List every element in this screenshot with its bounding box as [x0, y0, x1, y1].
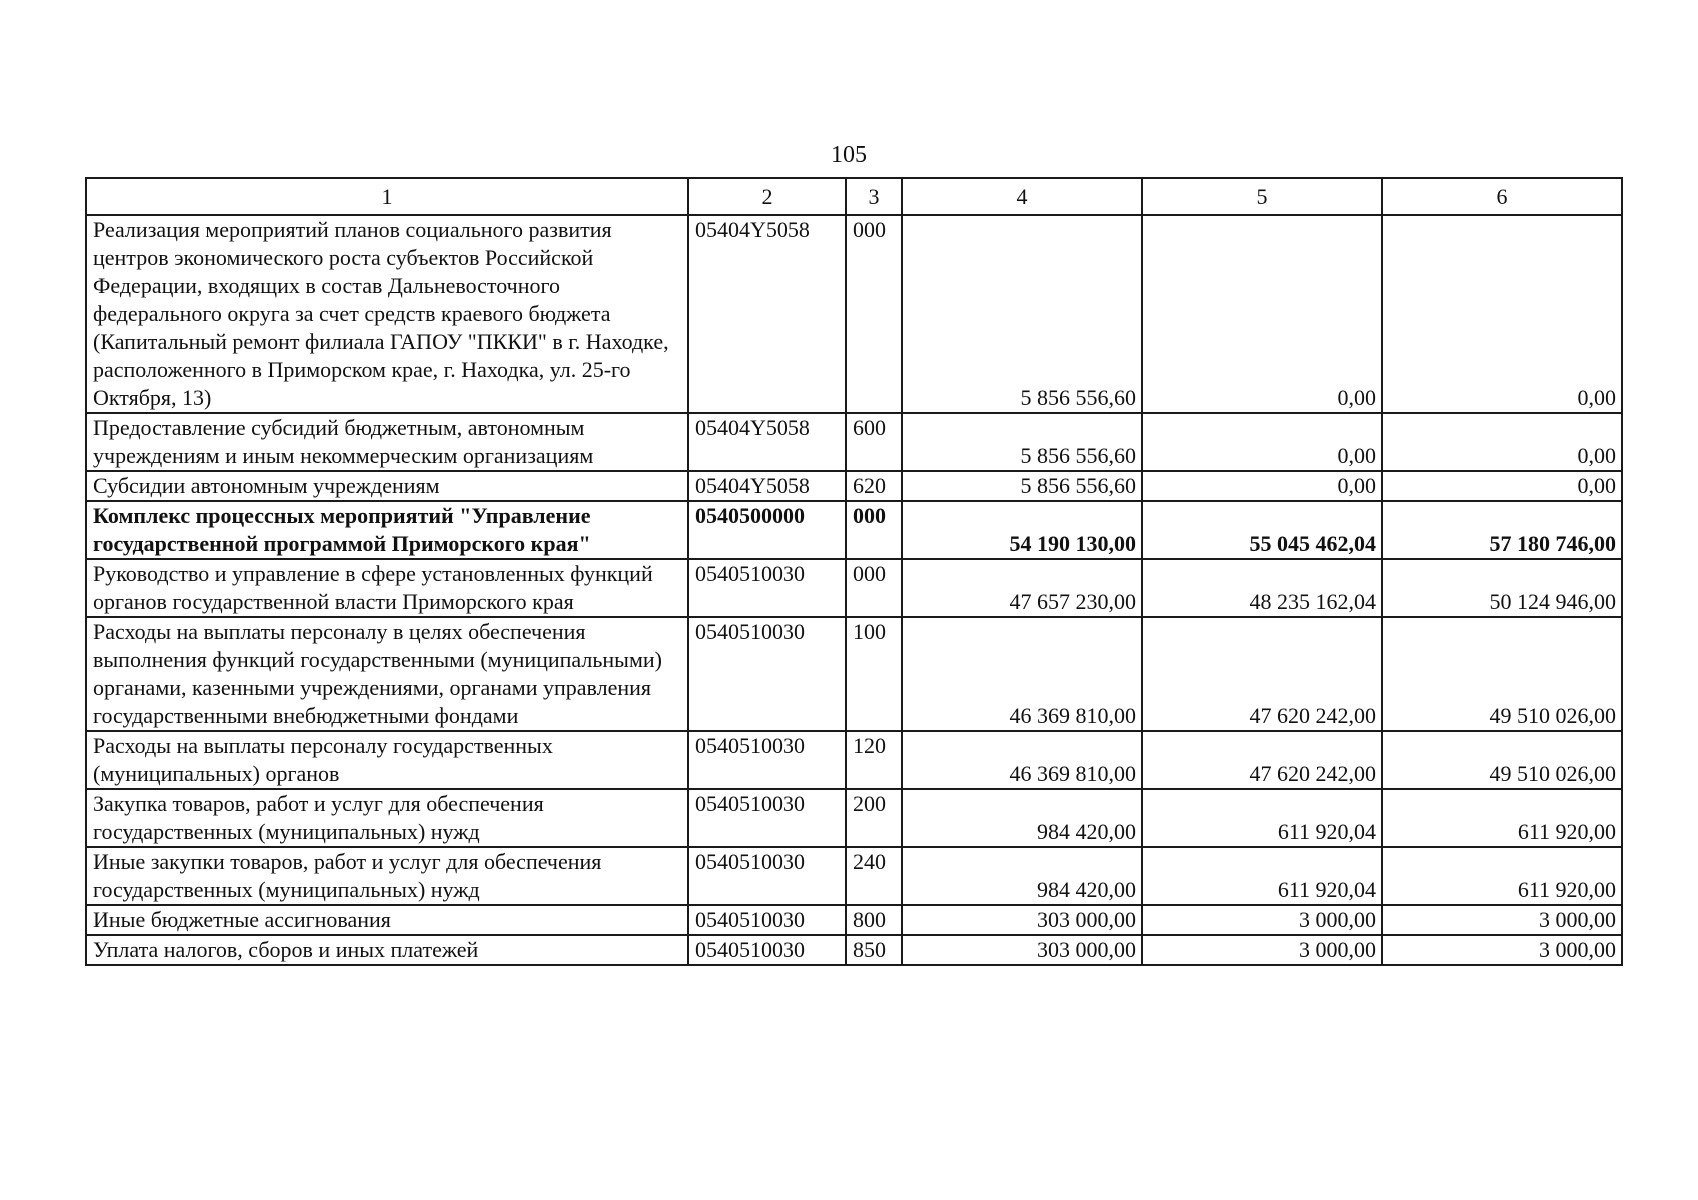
- row-value-col5: 3 000,00: [1142, 905, 1382, 935]
- row-value-col5: 611 920,04: [1142, 789, 1382, 847]
- row-value-col6: 611 920,00: [1382, 789, 1622, 847]
- row-value-col6: 0,00: [1382, 215, 1622, 413]
- row-value-col4: 54 190 130,00: [902, 501, 1142, 559]
- row-value-col4: 47 657 230,00: [902, 559, 1142, 617]
- row-expense-type: 000: [846, 559, 902, 617]
- table-row: [86, 413, 1622, 471]
- table-row: [86, 905, 1622, 935]
- row-name: Закупка товаров, работ и услуг для обеспечения государственных (муниципальных) нужд: [86, 789, 688, 847]
- table-row-bold: [86, 501, 1622, 559]
- row-target-code: 05404Y5058: [688, 471, 846, 501]
- row-expense-type: 800: [846, 905, 902, 935]
- row-target-code: 0540510030: [688, 559, 846, 617]
- row-expense-type: 120: [846, 731, 902, 789]
- budget-table: [85, 177, 1623, 966]
- row-value-col4: 984 420,00: [902, 847, 1142, 905]
- row-name: Расходы на выплаты персоналу в целях обеспечения выполнения функций государственными (муниципальными) органами, казенными учреждениями, органами управления государственными внебюджетными фондами: [86, 617, 688, 731]
- row-name: Субсидии автономным учреждениям: [86, 471, 688, 501]
- table-row: [86, 731, 1622, 789]
- table-row: [86, 559, 1622, 617]
- row-value-col6: 3 000,00: [1382, 935, 1622, 965]
- row-expense-type: 200: [846, 789, 902, 847]
- row-value-col6: 611 920,00: [1382, 847, 1622, 905]
- header-col-4: 4: [902, 178, 1142, 215]
- row-value-col4: 303 000,00: [902, 905, 1142, 935]
- row-target-code: 0540500000: [688, 501, 846, 559]
- row-value-col6: 49 510 026,00: [1382, 617, 1622, 731]
- row-name: Иные бюджетные ассигнования: [86, 905, 688, 935]
- row-name: Комплекс процессных мероприятий "Управление государственной программой Приморского края": [86, 501, 688, 559]
- row-value-col6: 3 000,00: [1382, 905, 1622, 935]
- row-name: Уплата налогов, сборов и иных платежей: [86, 935, 688, 965]
- row-expense-type: 600: [846, 413, 902, 471]
- row-target-code: 0540510030: [688, 731, 846, 789]
- header-col-3: 3: [846, 178, 902, 215]
- row-value-col5: 0,00: [1142, 471, 1382, 501]
- row-value-col5: 3 000,00: [1142, 935, 1382, 965]
- row-value-col6: 0,00: [1382, 413, 1622, 471]
- budget-table-body: [86, 178, 1622, 965]
- row-value-col5: 47 620 242,00: [1142, 617, 1382, 731]
- row-value-col5: 611 920,04: [1142, 847, 1382, 905]
- table-row: [86, 471, 1622, 501]
- table-row: [86, 789, 1622, 847]
- row-value-col6: 57 180 746,00: [1382, 501, 1622, 559]
- table-row: [86, 215, 1622, 413]
- row-value-col4: 46 369 810,00: [902, 731, 1142, 789]
- row-value-col5: 48 235 162,04: [1142, 559, 1382, 617]
- row-target-code: 0540510030: [688, 935, 846, 965]
- row-target-code: 0540510030: [688, 789, 846, 847]
- row-value-col6: 0,00: [1382, 471, 1622, 501]
- row-expense-type: 000: [846, 501, 902, 559]
- row-value-col4: 5 856 556,60: [902, 413, 1142, 471]
- header-col-2: 2: [688, 178, 846, 215]
- row-target-code: 05404Y5058: [688, 413, 846, 471]
- row-value-col4: 5 856 556,60: [902, 215, 1142, 413]
- page-number: 105: [831, 142, 867, 168]
- row-target-code: 0540510030: [688, 847, 846, 905]
- row-value-col5: 47 620 242,00: [1142, 731, 1382, 789]
- row-expense-type: 850: [846, 935, 902, 965]
- row-name: Расходы на выплаты персоналу государственных (муниципальных) органов: [86, 731, 688, 789]
- row-target-code: 05404Y5058: [688, 215, 846, 413]
- header-col-1: 1: [86, 178, 688, 215]
- row-value-col6: 49 510 026,00: [1382, 731, 1622, 789]
- row-expense-type: 100: [846, 617, 902, 731]
- table-row: [86, 935, 1622, 965]
- row-value-col5: 0,00: [1142, 215, 1382, 413]
- row-value-col5: 55 045 462,04: [1142, 501, 1382, 559]
- row-value-col4: 984 420,00: [902, 789, 1142, 847]
- table-row: [86, 617, 1622, 731]
- row-target-code: 0540510030: [688, 617, 846, 731]
- header-row: [86, 178, 1622, 215]
- row-value-col4: 5 856 556,60: [902, 471, 1142, 501]
- row-name: Иные закупки товаров, работ и услуг для обеспечения государственных (муниципальных) нужд: [86, 847, 688, 905]
- row-expense-type: 240: [846, 847, 902, 905]
- header-col-5: 5: [1142, 178, 1382, 215]
- row-name: Реализация мероприятий планов социального развития центров экономического роста субъектов Российской Федерации, входящих в состав Дальневосточного федерального округа за счет средств краевого бюджета (Капитальный ремонт филиала ГАПОУ "ПККИ" в г. Находке, расположенного в Приморском крае, г. Находка, ул. 25-го Октября, 13): [86, 215, 688, 413]
- row-value-col5: 0,00: [1142, 413, 1382, 471]
- row-expense-type: 000: [846, 215, 902, 413]
- row-value-col4: 303 000,00: [902, 935, 1142, 965]
- row-expense-type: 620: [846, 471, 902, 501]
- row-name: Предоставление субсидий бюджетным, автономным учреждениям и иным некоммерческим организациям: [86, 413, 688, 471]
- row-value-col6: 50 124 946,00: [1382, 559, 1622, 617]
- row-name: Руководство и управление в сфере установленных функций органов государственной власти Приморского края: [86, 559, 688, 617]
- table-row: [86, 847, 1622, 905]
- header-col-6: 6: [1382, 178, 1622, 215]
- row-value-col4: 46 369 810,00: [902, 617, 1142, 731]
- row-target-code: 0540510030: [688, 905, 846, 935]
